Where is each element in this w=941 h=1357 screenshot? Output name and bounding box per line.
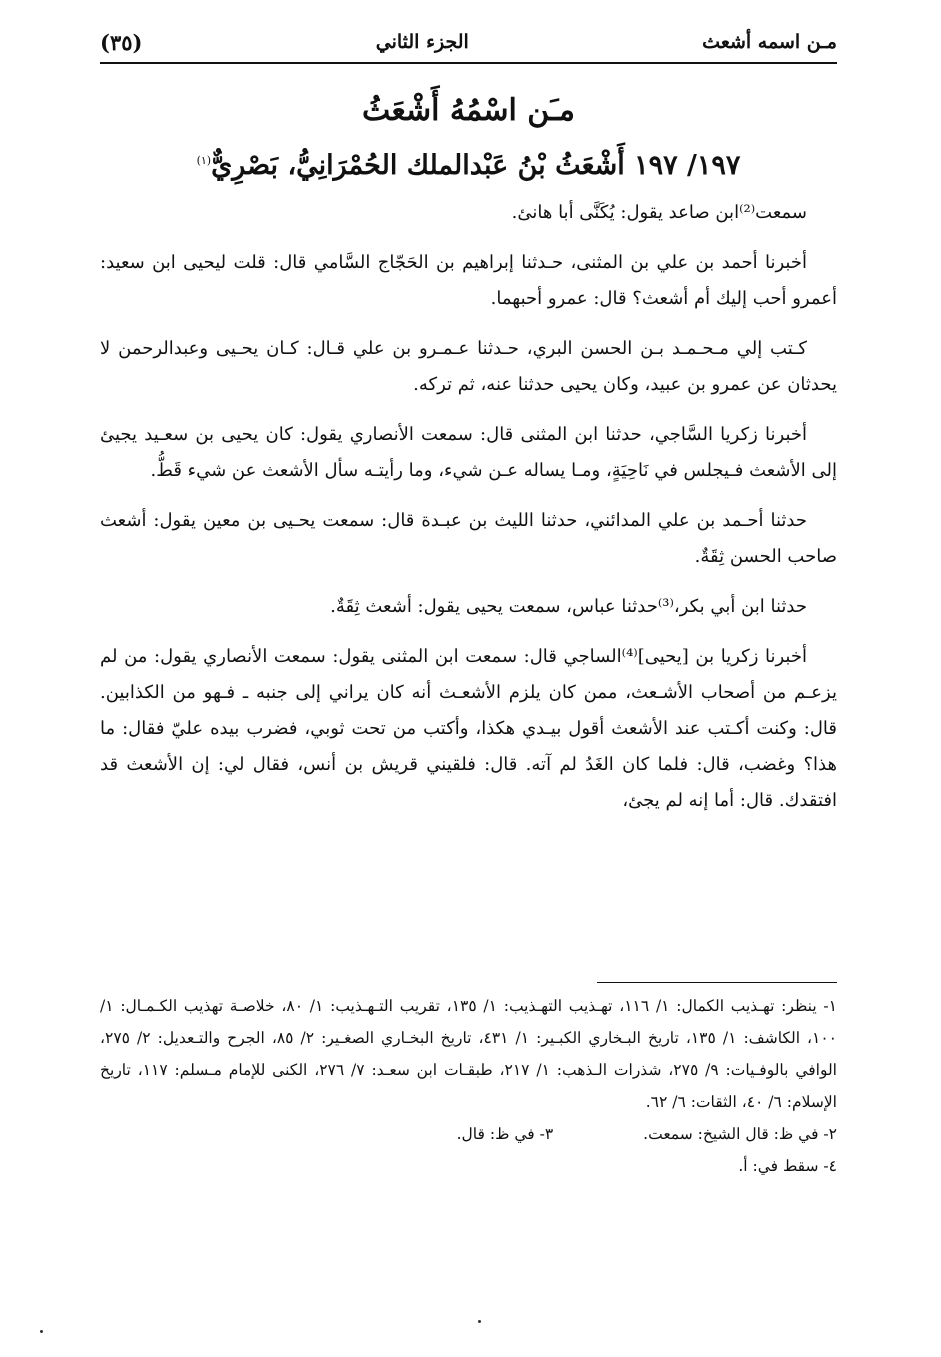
entry-note-ref: (١) xyxy=(196,154,212,167)
section-title: مـن اسمه أشعث xyxy=(702,31,837,53)
paragraph: أخبرنا زكريا بن [يحيى]⁽⁴⁾الساجي قال: سمعت ابن المثنى يقول: سمعت الأنصاري يقول: من لم يزعـم من أصحاب الأشـعث، ممن كان يلزم الأشعـث أنه كان يراني إلى جنبه ـ فـهو من الكذابين. قال: وكنت أكـتب عند الأشعث أقول بيـدي هكذا، وأكتب من تحت ثوبي، فضرب بيده عليّ فقال: ما هذا؟ وغضب، قال: فلما كان الغَدُ لم آته. قال: فلقيني قريش بن أنس، فقال لي: إن الأشعث قد افتقدك. قال: أما إنه لم يجئ، xyxy=(100,646,837,811)
running-header xyxy=(100,22,837,64)
footnote: ٤- سقط في: أ. xyxy=(738,1157,837,1175)
paragraph: سمعت⁽²⁾ابن صاعد يقول: يُكَنَّى أبا هانئ. xyxy=(511,202,807,223)
volume-title: الجزء الثاني xyxy=(375,31,469,53)
footnotes xyxy=(100,990,837,1182)
page-number: (٣٥) xyxy=(100,29,143,55)
paragraph: كـتب إلي مـحـمـد بـن الحسن البري، حـدثنا عـمـرو بن علي قـال: كـان يحـيى وعبدالرحمن لا يحدثان عن عمرو بن عبيد، وكان يحيى حدثنا عنه، ثم تركه. xyxy=(100,338,837,395)
entry-heading-text: ١٩٧/ ١٩٧ أَشْعَثُ بْنُ عَبْدالملك الحُمْرَانِيُّ، بَصْرِيٌّ xyxy=(211,150,741,181)
footnote: ٢- في ظ: قال الشيخ: سمعت. xyxy=(643,1125,837,1143)
footnote: ١- ينظر: تهـذيب الكمال: ١/ ١١٦، تهـذيب التهـذيب: ١/ ١٣٥، تقريب التـهـذيب: ١/ ٨٠، خلاصـة تهذيب الكـمـال: ١/ ١٠٠، الكاشف: ١/ ١٣٥، تاريخ البـخاري الكبـير: ١/ ٤٣١، تاريخ البخـاري الصغـير: ٢/ ٨٥، الجرح والتـعديل: ٢/ ٢٧٥، الوافي بالوفـيات: ٩/ ٢٧٥، شذرات الـذهب: ١/ ٢١٧، طبقـات ابن سعـد: ٧/ ٢٧٦، الكنى للإمام مـسلم: ١١٧، تاريخ الإسلام: ٦/ ٤٠، الثقات: ٦/ ٦٢. xyxy=(100,997,838,1111)
footnote: ٣- في ظ: قال. xyxy=(456,1125,554,1143)
footnote-separator xyxy=(597,982,837,983)
footnote-row xyxy=(100,1118,837,1150)
chapter-title: مـَن اسْمُهُ أَشْعَثُ xyxy=(362,93,575,128)
paragraph: حدثنا أحـمد بن علي المدائني، حدثنا الليث بن عبـدة قال: سمعت يحـيى بن معين يقول: أشعث صاحب الحسن ثِقَةٌ. xyxy=(100,510,837,567)
paragraph: أخبرنا زكريا السَّاجي، حدثنا ابن المثنى قال: سمعت الأنصاري يقول: كان يحيى بن سعـيد يجيئ إلى الأشعث فـيجلس في نَاحِيَةٍ، ومـا يساله عـن شيء، وما رأيتـه سأل الأشعث عن شيء قَطُّ. xyxy=(100,424,837,481)
scan-speck xyxy=(40,1330,43,1333)
paragraph: أخبرنا أحمد بن علي بن المثنى، حـدثنا إبراهيم بن الحَجّاج السَّامي قال: قلت ليحيى ابن سعيد: أعمرو أحب إليك أم أشعث؟ قال: عمرو أحبهما. xyxy=(100,252,837,309)
main-text xyxy=(100,88,837,833)
entry-heading xyxy=(100,138,837,189)
scan-speck xyxy=(478,1320,481,1323)
paragraph: حدثنا ابن أبي بكر،⁽³⁾حدثنا عباس، سمعت يحيى يقول: أشعث ثِقَةٌ. xyxy=(330,596,807,617)
